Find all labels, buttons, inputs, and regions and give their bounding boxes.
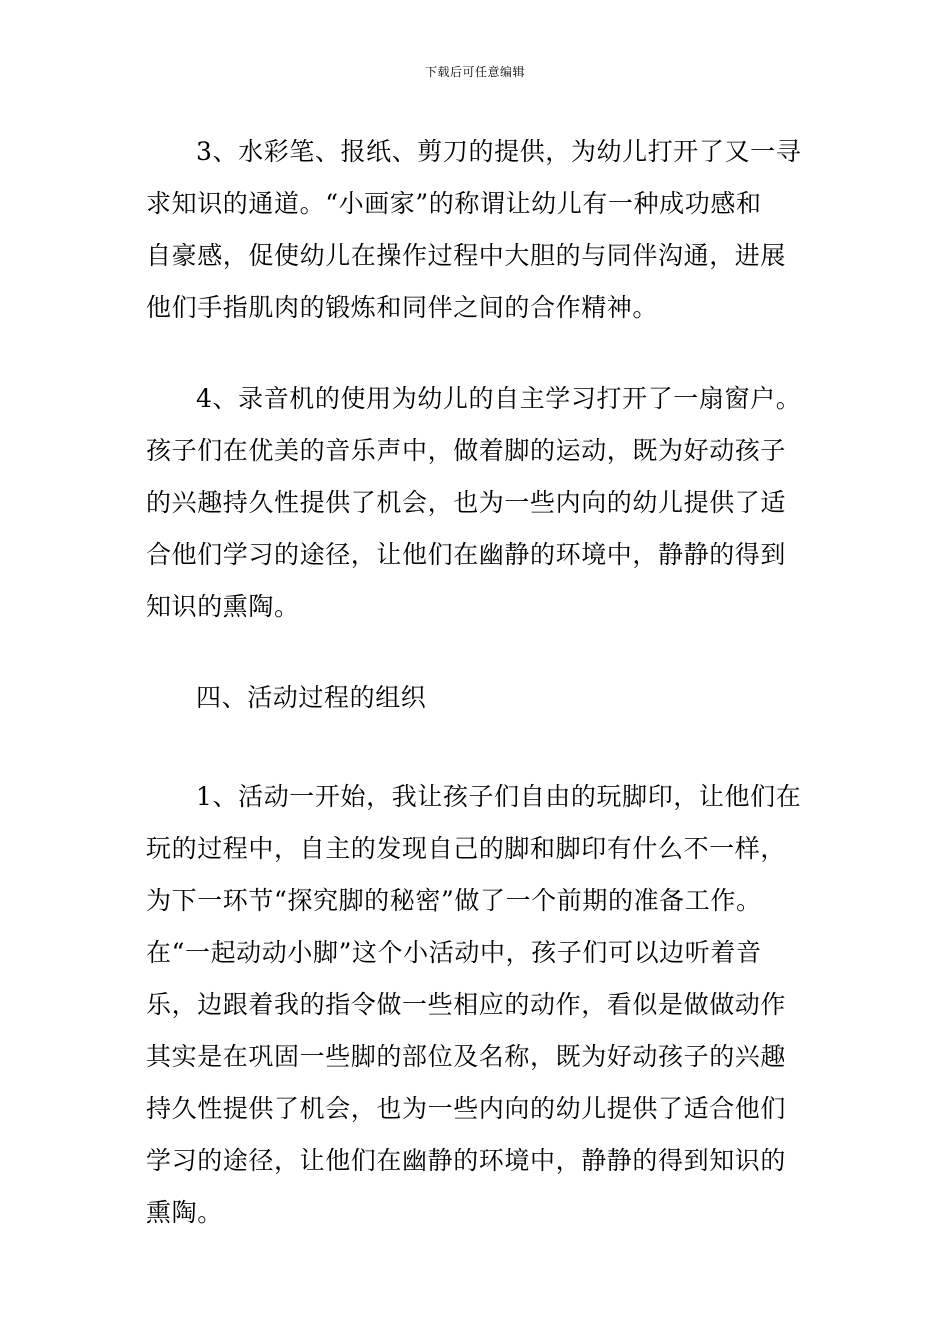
text-line: 3、水彩笔、报纸、剪刀的提供，为幼儿打开了又一寻 <box>196 137 802 166</box>
section-heading <box>146 672 810 724</box>
paragraph-materials-art <box>146 126 810 334</box>
text-line: 自豪感，促使幼儿在操作过程中大胆的与同伴沟通，进展 <box>146 241 787 270</box>
paragraph-activity-start <box>146 771 810 1239</box>
text-line: 其实是在巩固一些脚的部位及名称，既为好动孩子的兴趣 <box>146 1042 787 1071</box>
text-line: 玩的过程中，自主的发现自己的脚和脚印有什么不一样， <box>146 834 787 863</box>
text-line: 乐，边跟着我的指令做一些相应的动作，看似是做做动作 <box>146 990 787 1019</box>
text-line: 他们手指肌肉的锻炼和同伴之间的合作精神。 <box>146 293 659 322</box>
text-line: 合他们学习的途径，让他们在幽静的环境中，静静的得到 <box>146 540 787 569</box>
text-line: 在“一起动动小脚”这个小活动中，孩子们可以边听着音 <box>146 938 762 967</box>
text-line: 1、活动一开始，我让孩子们自由的玩脚印，让他们在 <box>196 782 802 811</box>
heading-text: 四、活动过程的组织 <box>196 683 427 712</box>
text-line: 孩子们在优美的音乐声中，做着脚的运动，既为好动孩子 <box>146 436 787 465</box>
text-line: 知识的熏陶。 <box>146 592 300 621</box>
page-header: 下载后可任意编辑 <box>424 65 525 79</box>
paragraph-recorder <box>146 373 810 633</box>
text-line: 4、录音机的使用为幼儿的自主学习打开了一扇窗户。 <box>196 384 802 413</box>
text-line: 学习的途径，让他们在幽静的环境中，静静的得到知识的 <box>146 1146 787 1175</box>
text-line: 持久性提供了机会，也为一些内向的幼儿提供了适合他们 <box>146 1094 787 1123</box>
text-line: 的兴趣持久性提供了机会，也为一些内向的幼儿提供了适 <box>146 488 787 517</box>
text-line: 为下一环节“探究脚的秘密”做了一个前期的准备工作。 <box>146 886 762 915</box>
text-line: 求知识的通道。“小画家”的称谓让幼儿有一种成功感和 <box>146 189 762 218</box>
text-line: 熏陶。 <box>146 1198 223 1227</box>
